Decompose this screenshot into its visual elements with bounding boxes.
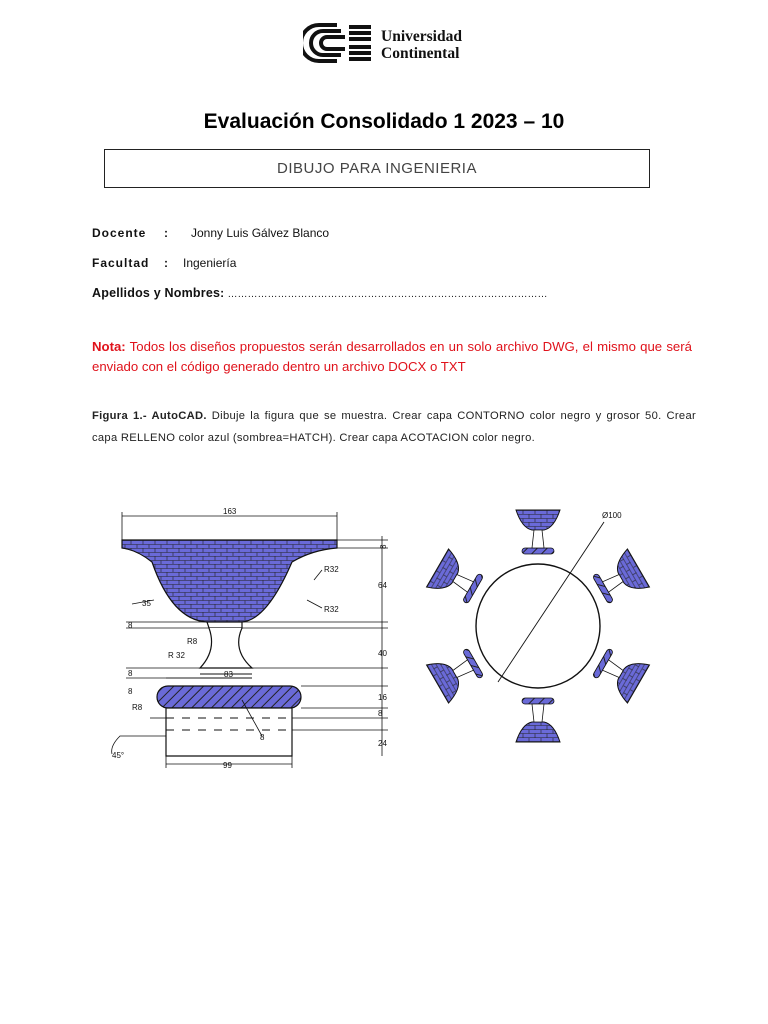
- dim-16: 16: [378, 693, 387, 702]
- note-text: Todos los diseños propuestos serán desarrollados en un solo archivo DWG, el mismo que será enviado con el código generado dentro un archivo DOCX o TXT: [92, 339, 692, 374]
- dim-64: 64: [378, 581, 387, 590]
- docente-value: Jonny Luis Gálvez Blanco: [191, 226, 330, 240]
- dim-45-angle: 45°: [112, 751, 125, 760]
- facultad-value: Ingeniería: [183, 256, 237, 270]
- university-logo: [303, 22, 483, 68]
- dim-r8-disc: R8: [132, 703, 143, 712]
- dim-r32-stem: R 32: [168, 651, 185, 660]
- technical-drawing: [92, 500, 672, 780]
- docente-colon: :: [164, 226, 168, 240]
- vase-copy: [516, 510, 560, 554]
- vase-top-array-view: [427, 510, 650, 742]
- docente-row: [92, 226, 146, 240]
- facultad-row: [92, 256, 149, 270]
- apellidos-blank-line[interactable]: ……………………………………………………………………………………: [227, 289, 548, 300]
- note-label: Nota:: [92, 339, 126, 354]
- dim-8-left-3: 8: [128, 687, 133, 696]
- dim-35: 35: [142, 599, 151, 608]
- dim-r32-lower: R32: [324, 605, 339, 614]
- logo-mark-icon: [303, 22, 373, 64]
- vase-side-view: [112, 507, 388, 770]
- dim-r8-stem: R8: [187, 637, 198, 646]
- apellidos-row: [92, 286, 547, 300]
- subject-label: DIBUJO PARA INGENIERIA: [277, 160, 477, 177]
- dim-r32-upper: R32: [324, 565, 339, 574]
- logo-line-2: Continental: [381, 45, 460, 62]
- subject-box: [104, 149, 650, 188]
- dim-8-right: 8: [378, 709, 383, 718]
- logo-line-1: Universidad: [381, 28, 462, 45]
- dim-83: 83: [224, 670, 233, 679]
- dim-40: 40: [378, 649, 387, 658]
- dim-8-top: 8: [379, 544, 388, 549]
- dim-8-left-2: 8: [128, 669, 133, 678]
- apellidos-label: Apellidos y Nombres: [92, 286, 221, 300]
- figure-description: [92, 405, 696, 449]
- dim-8-base: 8: [260, 733, 265, 742]
- facultad-colon: :: [164, 256, 168, 270]
- logo-text: [381, 28, 462, 62]
- docente-label: Docente: [92, 226, 147, 240]
- apellidos-colon: :: [220, 286, 225, 300]
- note-paragraph: [92, 337, 692, 377]
- figure-text: Dibuje la figura que se muestra. Crear capa CONTORNO color negro y grosor 50. Crear capa RELLENO color azul (sombrea=HATCH). Crear capa ACOTACION color negro.: [92, 410, 696, 444]
- figure-label: Figura 1.- AutoCAD.: [92, 410, 207, 422]
- facultad-label: Facultad: [92, 256, 150, 270]
- dim-163: 163: [223, 507, 237, 516]
- dim-8-left-1: 8: [128, 621, 133, 630]
- dim-99: 99: [223, 761, 232, 770]
- page-title: Evaluación Consolidado 1 2023 – 10: [203, 110, 565, 133]
- dim-diameter-100: Ø100: [602, 511, 622, 520]
- dim-24: 24: [378, 739, 387, 748]
